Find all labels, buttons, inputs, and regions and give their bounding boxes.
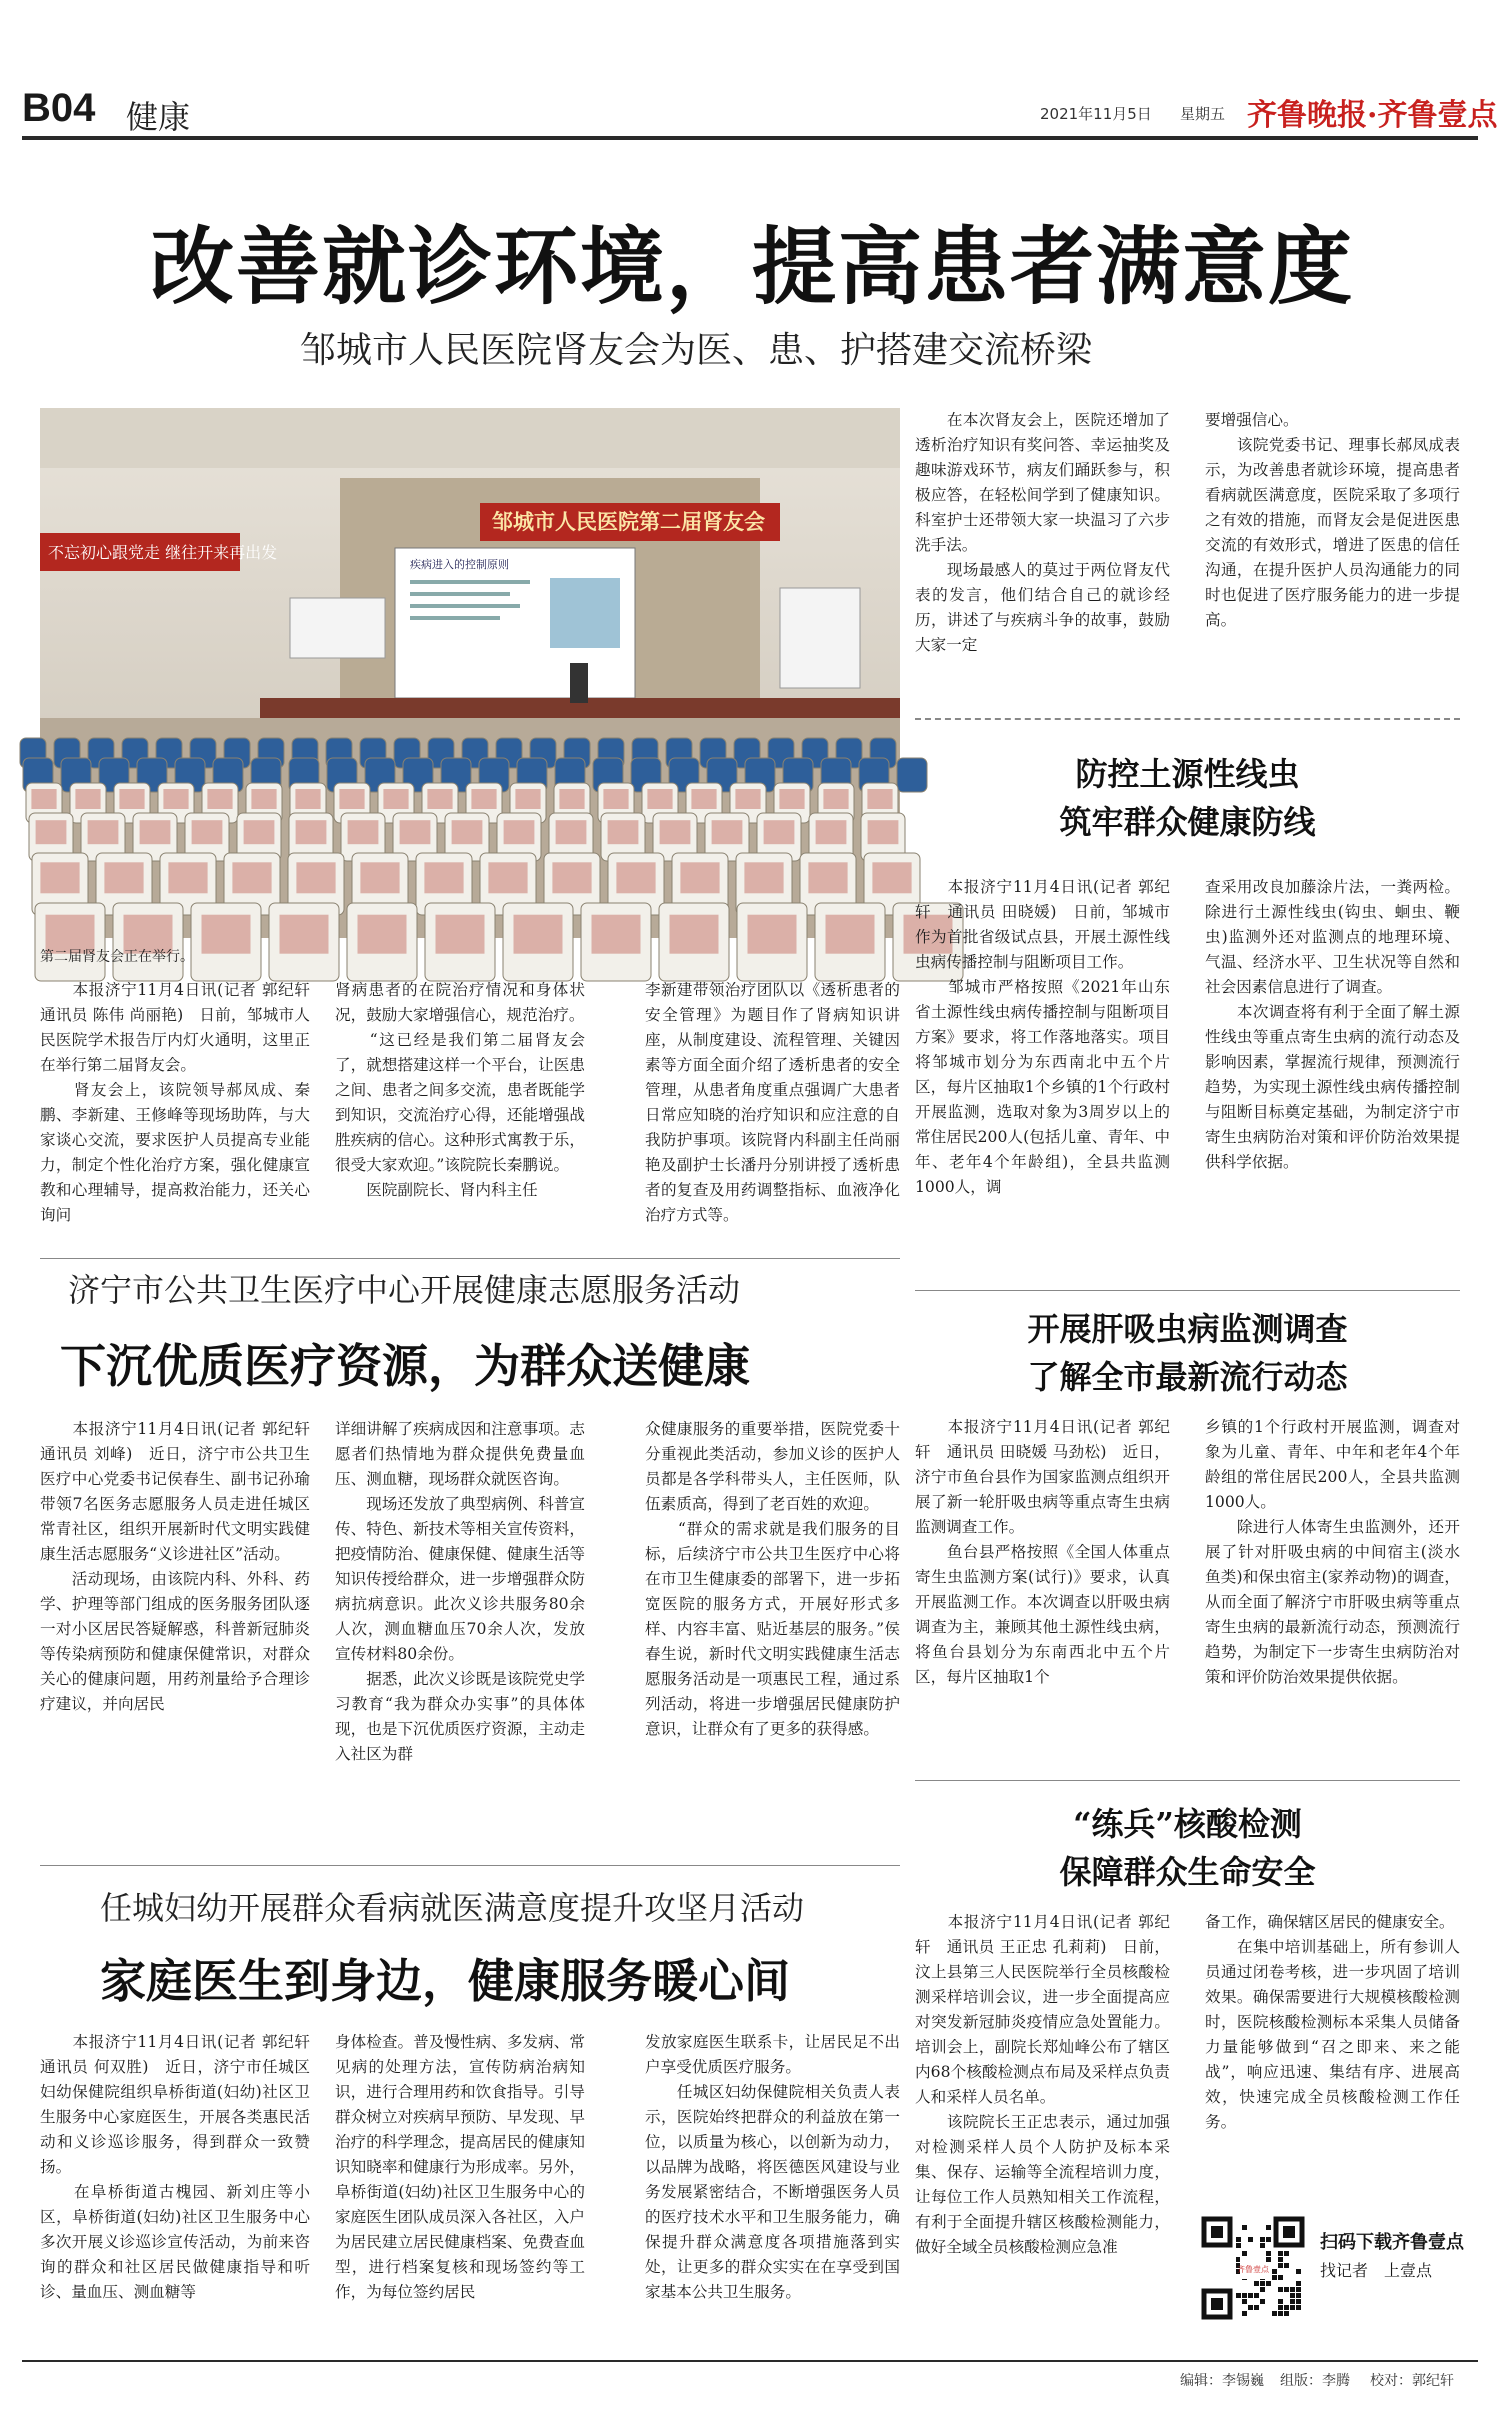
newspaper-brand: 齐鲁晚报·齐鲁壹点 (1247, 98, 1498, 133)
lead-column-2: 肾病患者的在院治疗情况和身体状况，鼓励大家增强信心，规范治疗。 “这已经是我们第二届肾友会了，就想搭建这样一个平台，让医患之间、患者之间多交流，患者既能学到知识，交流治疗心得，还能增强战胜疾病的信心。这种形式寓教于乐，很受大家欢迎。”该院院长秦鹏说。 医院副院长、肾内科主任 (335, 981, 585, 1199)
story3-column-3: 发放家庭医生联系卡，让居民足不出户享受优质医疗服务。 任城区妇幼保健院相关负责人表示，医院始终把群众的利益放在第一位，以质量为核心，以创新为动力，以品牌为战略，将医德医风建设与业务发展紧密结合，不断增强医务人员的医疗技术水平和卫生服务能力，确保提升群众满意度各项措施落到实处，让更多的群众实实在在享受到国家基本公共卫生服务。 (645, 2033, 900, 2301)
lead-subheadline: 邹城市人民医院肾友会为医、患、护搭建交流桥梁 (300, 330, 1093, 371)
story2-kicker: 济宁市公共卫生医疗中心开展健康志愿服务活动 (68, 1271, 741, 1309)
story3-column-1: 本报济宁11月4日讯(记者 郭纪轩 通讯员 何双胜) 近日，济宁市任城区妇幼保健院组织阜桥街道(妇幼)社区卫生服务中心家庭医生，开展各类惠民活动和义诊巡诊服务，得到群众一致赞扬。 在阜桥街道古槐园、新刘庄等小区，阜桥街道(妇幼)社区卫生服务中心多次开展义诊巡诊宣传活动，为前来咨询的群众和社区居民做健康指导和听诊、量血压、测血糖等 (40, 2033, 310, 2301)
story2-column-2: 详细讲解了疾病成因和注意事项。志愿者们热情地为群众提供免费量血压、测血糖，现场群众就医咨询。 现场还发放了典型病例、科普宣传、特色、新技术等相关宣传资料，把疫情防治、健康保健、健康生活等知识传授给群众，进一步增强群众防病抗病意识。此次义诊共服务80余人次，测血糖血压70余人次，发放宣传材料80余份。 据悉，此次义诊既是该院党史学习教育“我为群众办实事”的具体体现，也是下沉优质医疗资源，主动走入社区为群 (335, 1420, 585, 1763)
footer-designer: 组版：李腾 (1280, 2373, 1350, 2389)
side2-column-1: 本报济宁11月4日讯(记者 郭纪轩 通讯员 田晓媛 马劲松) 近日，济宁市鱼台县作为国家监测点组织开展了新一轮肝吸虫病等重点寄生虫病监测调查工作。 鱼台县严格按照《全国人体重点寄生虫监测方案(试行)》要求，认真开展监测工作。本次调查以肝吸虫病调查为主，兼顾其他土源性线虫病，将鱼台县划分为东南西北中五个片区，每片区抽取1个 (915, 1418, 1170, 1686)
lead-column-3: 李新建带领治疗团队以《透析患者的安全管理》为题目作了肾病知识讲座，从制度建设、流程管理、关键因素等方面全面介绍了透析患者的安全管理，从患者角度重点强调广大患者日常应知晓的治疗知识和应注意的自我防护事项。该院肾内科副主任尚丽艳及副护士长潘丹分别讲授了透析患者的复查及用药调整指标、血液净化治疗方式等。 (645, 981, 900, 1224)
side-banner-text: 不忘初心跟党走 继往开来再出发 (48, 543, 278, 562)
divider (915, 1290, 1460, 1291)
side2-column-2: 乡镇的1个行政村开展监测，调查对象为儿童、青年、中年和老年4个年龄组的常住居民200人，全县共监测1000人。 除进行人体寄生虫监测外，还开展了针对肝吸虫病的中间宿主(淡水鱼类)和保虫宿主(家养动物)的调查，从而全面了解济宁市肝吸虫病等重点寄生虫病的最新流行动态，预测流行趋势，为制定下一步寄生虫病防治对策和评价防治效果提供依据。 (1205, 1418, 1460, 1686)
divider (40, 1865, 900, 1866)
footer-editor: 编辑：李锡巍 (1180, 2373, 1264, 2389)
header-rule (22, 136, 1478, 140)
divider (40, 1258, 900, 1259)
qr-label: 扫码下载齐鲁壹点 (1320, 2232, 1464, 2253)
divider (915, 1780, 1460, 1781)
side1-column-1: 本报济宁11月4日讯(记者 郭纪轩 通讯员 田晓媛) 日前，邹城市作为首批省级试点县，开展土源性线虫病传播控制与阻断项目工作。 邹城市严格按照《2021年山东省土源性线虫病传播控制与阻断项目方案》要求，将工作落地落实。项目将邹城市划分为东西南北中五个片区，每片区抽取1个乡镇的1个行政村开展监测，选取对象为3周岁以上的常住居民200人(包括儿童、青年、中年、老年4个年龄组)，全县共监测1000人，调 (915, 878, 1170, 1196)
side1-column-2: 查采用改良加藤涂片法，一粪两检。除进行土源性线虫(钩虫、蛔虫、鞭虫)监测外还对监测点的地理环境、气温、经济水平、卫生状况等自然和社会因素信息进行了调查。 本次调查将有利于全面了解土源性线虫等重点寄生虫病的流行动态及影响因素，掌握流行规律，预测流行趋势，为实现土源性线虫病传播控制与阻断目标奠定基础，为制定济宁市寄生虫病防治对策和评价防治效果提供科学依据。 (1205, 878, 1460, 1171)
lead-column-4: 在本次肾友会上，医院还增加了透析治疗知识有奖问答、幸运抽奖及趣味游戏环节，病友们踊跃参与，积极应答，在轻松间学到了健康知识。科室护士还带领大家一块温习了六步洗手法。 现场最感人的莫过于两位肾友代表的发言，他们结合自己的就诊经历，讲述了与疾病斗争的故事，鼓励大家一定 (915, 411, 1170, 654)
footer-rule (22, 2360, 1478, 2362)
qr-center-logo: 齐鲁壹点 (1237, 2265, 1269, 2274)
qr-sub: 找记者 上壹点 (1320, 2261, 1433, 2280)
story2-headline: 下沉优质医疗资源，为群众送健康 (60, 1339, 750, 1393)
lead-column-1: 本报济宁11月4日讯(记者 郭纪轩 通讯员 陈伟 尚丽艳) 日前，邹城市人民医院学术报告厅内灯火通明，这里正在举行第二届肾友会。 肾友会上，该院领导郝凤成、秦鹏、李新建、王修峰等现场助阵，与大家谈心交流，要求医护人员提高专业能力，制定个性化治疗方案，强化健康宣教和心理辅导，提高救治能力，还关心询问 (40, 981, 310, 1224)
section-name: 健康 (126, 98, 191, 136)
qr-code[interactable] (1200, 2215, 1306, 2321)
side3-column-1: 本报济宁11月4日讯(记者 郭纪轩 通讯员 王正忠 孔莉莉) 日前，汶上县第三人民医院举行全员核酸检测采样培训会议，进一步全面提高应对突发新冠肺炎疫情应急处置能力。培训会上，副院长郑灿峰公布了辖区内68个核酸检测点布局及采样点负责人和采样人员名单。 该院院长王正忠表示，通过加强对检测采样人员个人防护及标本采集、保存、运输等全流程培训力度，让每位工作人员熟知相关工作流程，有利于全面提升辖区核酸检测能力，做好全域全员核酸检测应急准 (915, 1913, 1170, 2256)
story2-column-1: 本报济宁11月4日讯(记者 郭纪轩 通讯员 刘峰) 近日，济宁市公共卫生医疗中心党委书记侯春生、副书记孙瑜带领7名医务志愿服务人员走进任城区常青社区，组织开展新时代文明实践健康生活志愿服务“义诊进社区”活动。 活动现场，由该院内科、外科、药学、护理等部门组成的医务服务团队逐一对小区居民答疑解惑，科普新冠肺炎等传染病预防和健康保健常识，对群众关心的健康问题，用药剂量给予合理诊疗建议，并向居民 (40, 1420, 310, 1713)
footer-proofreader: 校对：郭纪轩 (1370, 2373, 1454, 2389)
story3-column-2: 身体检查。普及慢性病、多发病、常见病的处理方法，宣传防病治病知识，进行合理用药和饮食指导。引导群众树立对疾病早预防、早发现、早治疗的科学理念，提高居民的健康知识知晓率和健康行为形成率。另外，阜桥街道(妇幼)社区卫生服务中心的家庭医生团队成员深入各社区，入户为居民建立居民健康档案、免费查血型，进行档案复核和现场签约等工作，为每位签约居民 (335, 2033, 585, 2301)
photo-caption: 第二届肾友会正在举行。 (40, 949, 194, 965)
side3-column-2: 备工作，确保辖区居民的健康安全。 在集中培训基础上，所有参训人员通过闭卷考核，进一步巩固了培训效果。确保需要进行大规模核酸检测时，医院核酸检测标本采集人员储备力量能够做到“召之即来、来之能战”，响应迅速、集结有序、进展高效，快速完成全员核酸检测工作任务。 (1205, 1913, 1460, 2131)
stage-banner-text: 邹城市人民医院第二届肾友会 (492, 509, 765, 534)
story3-headline: 家庭医生到身边，健康服务暖心间 (100, 1954, 790, 2008)
lead-headline: 改善就诊环境，提高患者满意度 (150, 217, 1355, 316)
side3-headline: “练兵”核酸检测 保障群众生命安全 (1059, 1805, 1316, 1891)
story3-kicker: 任城妇幼开展群众看病就医满意度提升攻坚月活动 (100, 1889, 805, 1927)
issue-date: 2021年11月5日 (1040, 105, 1152, 123)
issue-weekday: 星期五 (1180, 105, 1226, 123)
lead-photo (40, 408, 900, 938)
lead-column-5: 要增强信心。 该院党委书记、理事长郝凤成表示，为改善患者就诊环境，提高患者看病就医满意度，医院采取了多项行之有效的措施，而肾友会是促进医患交流的有效形式，增进了医患的信任沟通，在提升医护人员沟通能力的同时也促进了医疗服务能力的进一步提高。 (1205, 411, 1460, 629)
divider (915, 718, 1460, 720)
side2-headline: 开展肝吸虫病监测调查 了解全市最新流行动态 (1027, 1310, 1348, 1396)
slide-title: 疾病进入的控制原则 (410, 558, 509, 571)
story2-column-3: 众健康服务的重要举措，医院党委十分重视此类活动，参加义诊的医护人员都是各学科带头人，主任医师，队伍素质高，得到了老百姓的欢迎。 “群众的需求就是我们服务的目标，后续济宁市公共卫生医疗中心将在市卫生健康委的部署下，进一步拓宽医院的服务方式，开展好形式多样、内容丰富、贴近基层的服务。”侯春生说，新时代文明实践健康生活志愿服务活动是一项惠民工程，通过系列活动，将进一步增强居民健康防护意识，让群众有了更多的获得感。 (645, 1420, 900, 1738)
side1-headline: 防控土源性线虫 筑牢群众健康防线 (1059, 755, 1316, 841)
page-number: B04 (22, 86, 96, 130)
audience-chairs (20, 738, 963, 981)
